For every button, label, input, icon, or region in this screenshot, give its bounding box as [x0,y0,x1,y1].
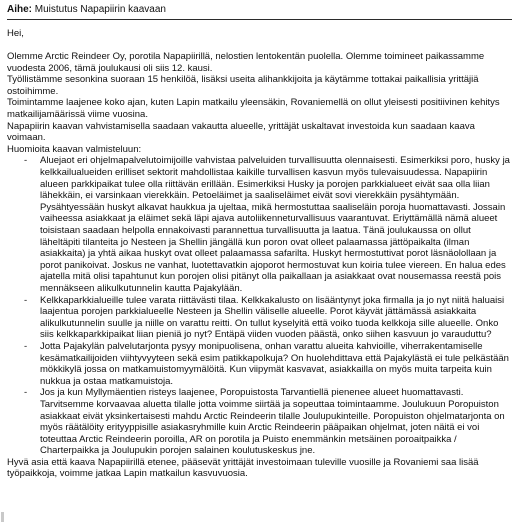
list-item-text: Kelkkaparkkialueille tulee varata riittävästi tilaa. Kelkkakalusto on lisääntynyt joka firmalla ja jo nyt niitä haluaisi laajentua porojen parkkialueelle Nesteen ja Shellin väliselle alueelle. Porot käyvät jättämässä asiakkaita alikulkutunnelin suulle ja niille on varattu reitti. On tullut kyselyitä että voiko tuoda kelkkoja sille alueelle. Onko siis kelkkaparkkipaikat liian pieniä jo nyt? Entäpä viiden vuoden päästä, onko siihen kasvuun jo varauduttu? [40,294,505,341]
list-item-text: Jos ja kun Myllymäentien risteys laajenee, Poropuistosta Tarvantiellä pienenee alueet huomattavasti. Tarvitsemme korvaavaa aluetta tilalle jotta voimme siirtää ja sopeuttaa toimintaamme. Joulukuun Poropuiston asiakkaat eivät yksinkertaisesti mahdu Arctic Reindeerin tilalle Joulupukinteille. Poropuiston ohjelmatarjonta on myös räätälöity erityyppisille asiakasryhmille kuin Arctic Reindeerin pääpaikan ohjelmat, joten näitä ei voi toteuttaa Arctic Reindeerin poroilla, AR on porotila ja Puisto enemmänkin metsäinen poroaitpaikka / Charterpaikka ja Joulupukin porojen salainen koulutuskeskus jne. [40,387,505,457]
closing-paragraph: Hyvä asia että kaava Napapiirillä etenee, pääsevät yrittäjät investoimaan tuleville vuosille ja Rovaniemi saa lisää työpaikkoja, voimme jatkaa Lapin matkailun kasvuvuosia. [7,456,479,480]
blank-line [7,40,512,52]
bullet-dash: - [24,340,28,352]
bullet-dash: - [24,155,28,167]
list-item [7,295,512,341]
paragraph-remarks-heading: Huomioita kaavan valmisteluun: [7,143,142,155]
list-item [7,341,512,387]
greeting: Hei, [7,28,24,39]
bullet-dash: - [24,294,28,306]
list-item-text: Jotta Pajakylän palvelutarjonta pysyy monipuolisena, onhan varattu alueita kahvioille, viherrakentamiselle kesämatkailijoiden viihtyvyyteen sekä esim patikkapolkuja? On huolehdittava että Pajakylästä ei tule pelkästään mökkikylä jossa on matkamuistomyymälöitä. Kun viipymät kasvavat, asiakkailla on myös muita tarpeita kuin nukkua ja ostaa matkamuistoja. [40,340,509,387]
paragraph-intro: Olemme Arctic Reindeer Oy, porotila Napapiirillä, nelostien lentokentän puolella. Olemme toimineet paikassamme vuodesta 2006, tämä joulukausi oli siis 12. kausi. [7,51,485,74]
list-item [7,387,512,457]
bullet-dash: - [24,387,28,399]
list-item-text: Aluejaot eri ohjelmapalvelutoimijoille vahvistaa palveluiden turvallisuutta olennaisesti. Esimerkiksi poro, husky ja kelkkailualueiden erilliset sektorit mahdollistaa kaikille turvallisen kasvun myös tulevaisuudessa. Napapiirin alueen parkkipaikat tulee olla riittävän erillään. Esimerkiksi Husky ja porojen parkkialueet eivät saa olla liian lähekkäin, ei varsinkaan vierekkäin. Petoeläimet ja saaliseläimet eivät sovi vierekkäin pysähtymään. Pysähtyessään huskyt alkavat haukkua ja ujeltaa, mikä hermostuttaa saaliseläin poroja huomattavasti. Jossain vaiheessa asiakkaat ja eläimet sekä läpi ajava autoliikenneturvallisuus vaarantuvat. Eriyttämällä nämä alueet toisistaan saadaan helpolla ennakoivasti parannettua turvallisuutta ja laatua. Tänä joulukaussa on ollut läheltäpiti tilanteita jo Nesteen ja Shellin jängällä kun poron ovat olleet palaamassa jättöpaikalta (ilman asiakkaita) ja yhtä aikaa huskyt ovat olleet palaamassa safarilta. Huskyt hermostuttivat porot läsnäolollaan ja porot panikoivat. Joskus ne vanhat, luotettavatkin ajoporot hermostuvat kun koiria tulee viereen. En halua edes ajatella mitä olisi tapahtunut kun porojen olisi pitänyt olla paikallaan ja asiakkaat ovat nousemassa reestä pois mennäkseen alikulkutunnelin kautta Pajakylään. [40,155,510,294]
email-subject [7,4,166,16]
paragraph-plan: Napapiirin kaavan vahvistamisella saadaan vakautta alueelle, yrittäjät uskaltavat investoida kun saadaan kaava voimaan. [7,120,475,144]
margin-marker [1,512,4,522]
remarks-list [7,155,512,456]
subject-label: Aihe: [7,4,32,15]
paragraph-growth: Toimintamme laajenee koko ajan, kuten Lapin matkailu yleensäkin, Rovaniemellä on ollut yleisesti positiivinen kehitys matkailijamäärissä viime vuosina. [7,97,500,121]
paragraph-employment: Työllistämme sesonkina suoraan 15 henkilöä, lisäksi useita alihankkijoita ja käytämme tottakai paikallisia yrittäjiä ostoihimme. [7,74,479,97]
subject-text: Muistutus Napapiirin kaavaan [32,4,166,15]
header-divider [7,19,512,20]
email-body [7,28,512,480]
list-item [7,155,512,294]
